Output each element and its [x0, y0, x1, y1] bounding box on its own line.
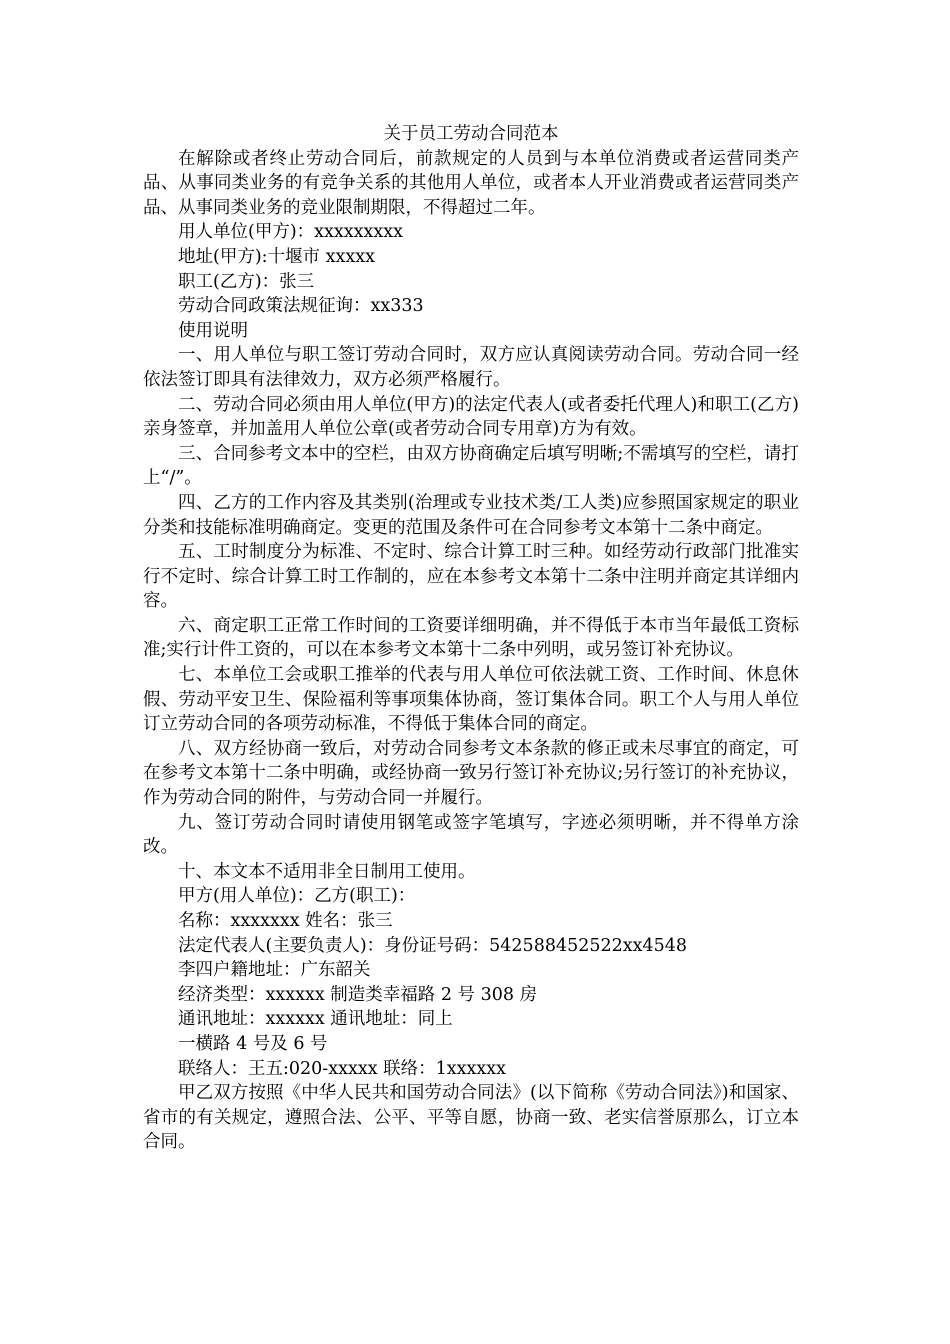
paragraph-item-7: 七、本单位工会或职工推举的代表与用人单位可依法就工资、工作时间、休息休假、劳动平安卫生、保险福利等事项集体协商，签订集体合同。职工个人与用人单位订立劳动合同的各项劳动标准，不得低于集体合同的商定。	[143, 665, 799, 735]
paragraph-agreement-preamble: 甲乙双方按照《中华人民共和国劳动合同法》(以下简称《劳动合同法》)和国家、省市的有关规定，遵照合法、公平、平等自愿，协商一致、老实信誉原那么，订立本合同。	[143, 1083, 799, 1153]
paragraph-employee: 职工(乙方)：张三	[178, 271, 315, 292]
paragraph-item-3: 三、合同参考文本中的空栏，由双方协商确定后填写明晰;不需填写的空栏，请打上“/”。	[143, 443, 799, 489]
document-page	[143, 122, 799, 1155]
paragraph-item-4: 四、乙方的工作内容及其类别(治理或专业技术类/工人类)应参照国家规定的职业分类和技能标准明确商定。变更的范围及条件可在合同参考文本第十二条中商定。	[143, 492, 799, 538]
paragraph-name-line: 名称：xxxxxxx 姓名：张三	[178, 911, 393, 931]
document-title: 关于员工劳动合同范本	[383, 124, 559, 144]
paragraph-noncompete-term: 在解除或者终止劳动合同后，前款规定的人员到与本单位消费或者运营同类产品、从事同类业务的有竞争关系的其他用人单位，或者本人开业消费或者运营同类产品、从事同类业务的竞业限制期限，不得超过二年。	[143, 148, 799, 218]
paragraph-item-5: 五、工时制度分为标准、不定时、综合计算工时三种。如经劳动行政部门批准实行不定时、综合计算工时工作制的，应在本参考文本第十二条中注明并商定其详细内容。	[143, 542, 799, 612]
paragraph-domicile-line: 李四户籍地址：广东韶关	[178, 960, 371, 981]
paragraph-usage-heading: 使用说明	[178, 320, 248, 341]
paragraph-item-1: 一、用人单位与职工签订劳动合同时，双方应认真阅读劳动合同。劳动合同一经依法签订即具有法律效力，双方必须严格履行。	[143, 345, 799, 390]
paragraph-economic-type-line: 经济类型：xxxxxx 制造类幸福路 2 号 308 房	[178, 984, 538, 1005]
paragraph-item-2: 二、劳动合同必须由用人单位(甲方)的法定代表人(或者委托代理人)和职工(乙方)亲身签章，并加盖用人单位公章(或者劳动合同专用章)方为有效。	[143, 394, 799, 440]
paragraph-street-line: 一横路 4 号及 6 号	[178, 1033, 328, 1054]
paragraph-legal-rep-line: 法定代表人(主要负责人)：身份证号码：542588452522xx4548	[178, 935, 688, 956]
paragraph-contact-line: 联络人：王五:020-xxxxx 联络：1xxxxxx	[178, 1058, 506, 1079]
paragraph-employer: 用人单位(甲方)：xxxxxxxxx	[178, 222, 403, 243]
paragraph-item-8: 八、双方经协商一致后，对劳动合同参考文本条款的修正或未尽事宜的商定，可在参考文本第十二条中明确，或经协商一致另行签订补充协议;另行签订的补充协议，作为劳动合同的附件，与劳动合同一并履行。	[143, 738, 799, 809]
paragraph-item-6: 六、商定职工正常工作时间的工资要详细明确，并不得低于本市当年最低工资标准;实行计件工资的，可以在本参考文本第十二条中列明，或另签订补充协议。	[143, 615, 799, 661]
paragraph-mailing-address-line: 通讯地址：xxxxxx 通讯地址：同上	[178, 1009, 453, 1030]
paragraph-employer-address: 地址(甲方):十堰市 xxxxx	[178, 246, 375, 267]
paragraph-policy-consult: 劳动合同政策法规征询：xx333	[178, 296, 424, 317]
paragraph-item-9: 九、签订劳动合同时请使用钢笔或签字笔填写，字迹必须明晰，并不得单方涂改。	[143, 812, 799, 858]
paragraph-parties-header: 甲方(用人单位)：乙方(职工)：	[178, 886, 416, 907]
paragraph-item-10: 十、本文本不适用非全日制用工使用。	[178, 861, 476, 882]
